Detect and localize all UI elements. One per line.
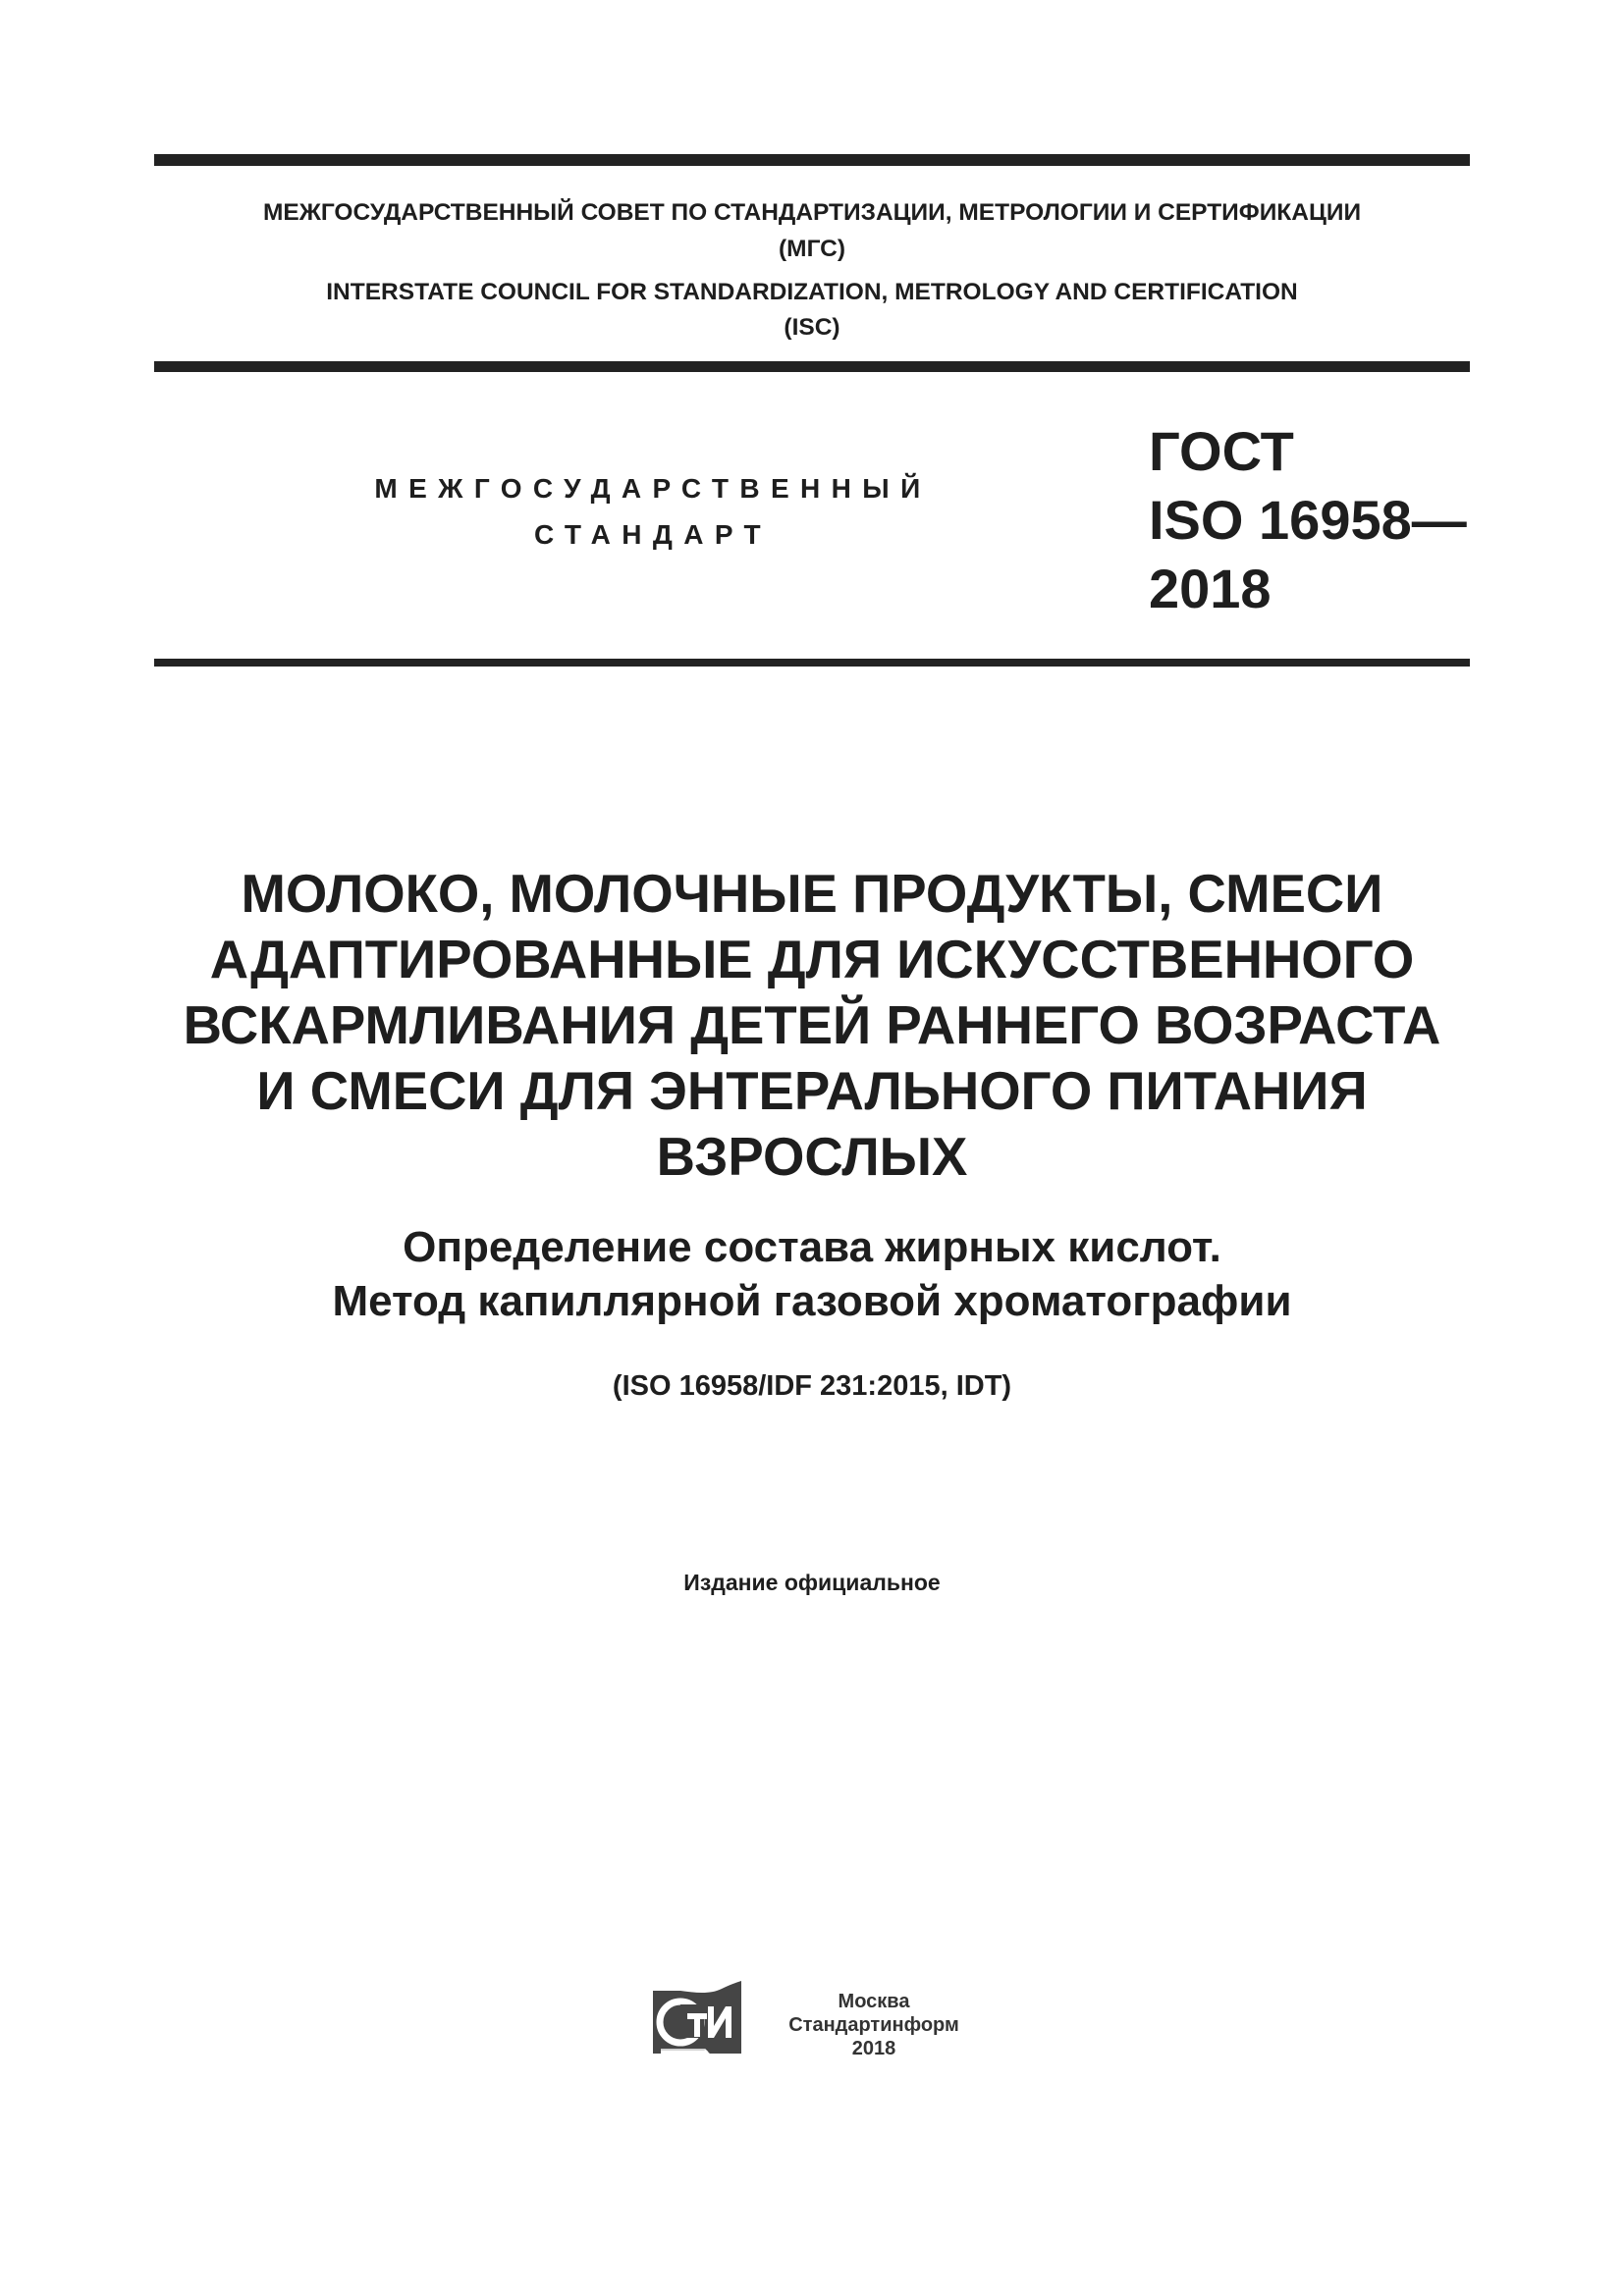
document-subtitle	[125, 1220, 1499, 1328]
standard-type-line1: МЕЖГОСУДАРСТВЕННЫЙ	[374, 473, 932, 504]
edition-label: Издание официальное	[683, 1570, 941, 1595]
header-rule	[154, 361, 1470, 372]
iso-reference: (ISO 16958/IDF 231:2015, IDT)	[612, 1370, 1012, 1402]
designation-line2: ISO 16958—	[1149, 489, 1467, 551]
title-line: МОЛОКО, МОЛОЧНЫЕ ПРОДУКТЫ, СМЕСИ	[241, 864, 1383, 924]
council-ru-name: МЕЖГОСУДАРСТВЕННЫЙ СОВЕТ ПО СТАНДАРТИЗАЦИИ, МЕТРОЛОГИИ И СЕРТИФИКАЦИИ	[262, 199, 1362, 226]
designation-line1: ГОСТ	[1149, 420, 1294, 482]
publisher-year: 2018	[851, 2038, 896, 2059]
publisher-block	[766, 1990, 982, 2060]
publisher-city: Москва	[838, 1991, 910, 2012]
standard-type-line2: СТАНДАРТ	[533, 519, 773, 550]
title-line: ВСКАРМЛИВАНИЯ ДЕТЕЙ РАННЕГО ВОЗРАСТА	[183, 995, 1441, 1055]
top-rule	[154, 154, 1470, 166]
standard-designation	[1149, 417, 1467, 623]
council-ru-abbr: (МГС)	[779, 236, 845, 262]
title-line: АДАПТИРОВАННЫЕ ДЛЯ ИСКУССТВЕННОГО	[209, 930, 1415, 989]
title-line: ВЗРОСЛЫХ	[656, 1127, 968, 1187]
designation-rule	[154, 659, 1470, 667]
standartinform-logo-icon	[651, 1981, 745, 2057]
designation-line3: 2018	[1149, 558, 1272, 619]
subtitle-line: Метод капиллярной газовой хроматографии	[332, 1277, 1292, 1325]
council-en-name: INTERSTATE COUNCIL FOR STANDARDIZATION, METROLOGY AND CERTIFICATION	[326, 279, 1298, 305]
council-en-abbr: (ISC)	[784, 314, 840, 341]
title-line: И СМЕСИ ДЛЯ ЭНТЕРАЛЬНОГО ПИТАНИЯ	[256, 1061, 1368, 1121]
publisher-name: Стандартинформ	[788, 2014, 959, 2036]
document-title	[125, 861, 1499, 1190]
subtitle-line: Определение состава жирных кислот.	[403, 1223, 1221, 1271]
